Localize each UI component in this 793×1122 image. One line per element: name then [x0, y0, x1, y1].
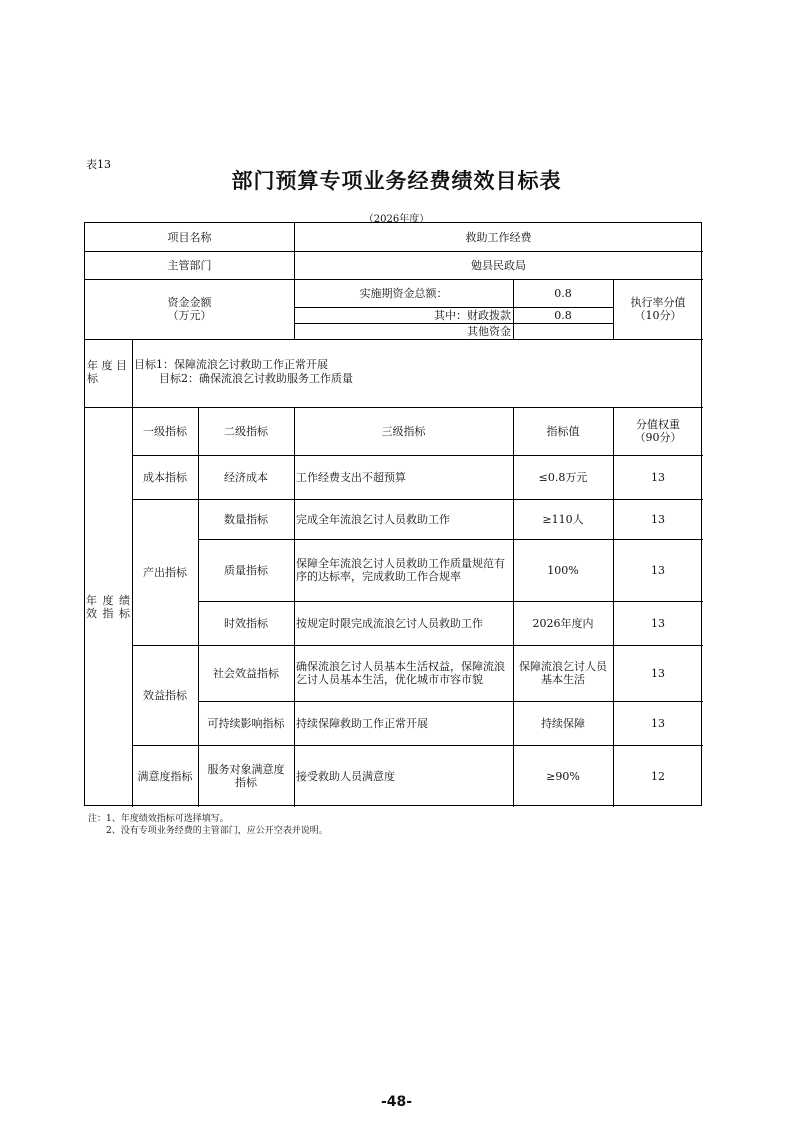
row-level2: 质量指标	[224, 563, 268, 577]
row-value: ≥90%	[546, 769, 580, 783]
row-level2: 时效指标	[224, 616, 268, 630]
group-satisfaction: 满意度指标	[137, 769, 193, 783]
col-level2: 二级指标	[224, 424, 268, 438]
performance-table	[84, 222, 702, 806]
dept-label: 主管部门	[167, 258, 212, 272]
total-funds-label: 实施期资金总额：	[359, 286, 448, 300]
row-level3: 保障全年流浪乞讨人员救助工作质量规范有序的达标率，完成救助工作合规率	[296, 557, 505, 583]
funds-label: 资金金额 （万元）	[167, 296, 212, 322]
row-level2: 服务对象满意度指标	[207, 763, 285, 789]
col-weight: 分值权重 （90分）	[634, 418, 682, 444]
row-weight: 13	[651, 716, 665, 730]
group-cost: 成本指标	[143, 470, 187, 484]
row-level3: 按规定时限完成流浪乞讨人员救助工作	[296, 616, 483, 630]
col-level1: 一级指标	[143, 424, 187, 438]
goal-2: 目标2：确保流浪乞讨救助服务工作质量	[159, 371, 353, 385]
row-weight: 13	[651, 470, 665, 484]
row-level3: 持续保障救助工作正常开展	[296, 716, 428, 730]
table-notes	[88, 813, 328, 837]
row-weight: 13	[651, 666, 665, 680]
indicators-section-label: 年 度 绩 效 指 标	[86, 594, 131, 620]
annual-goals-label: 年 度 目 标	[87, 359, 127, 385]
group-benefit: 效益指标	[143, 688, 187, 702]
group-output: 产出指标	[143, 565, 187, 579]
row-value: 100%	[547, 563, 579, 577]
col-value: 指标值	[546, 424, 580, 438]
row-weight: 13	[651, 563, 665, 577]
row-value: 持续保障	[541, 716, 585, 730]
project-name-label: 项目名称	[167, 230, 212, 244]
row-level2: 可持续影响指标	[207, 716, 285, 730]
row-value: 2026年度内	[532, 616, 594, 630]
row-level2: 数量指标	[224, 512, 268, 526]
row-level3: 工作经费支出不超预算	[296, 470, 406, 484]
note-1: 注：1、年度绩效指标可选择填写。	[88, 814, 229, 824]
page-title: 部门预算专项业务经费绩效目标表	[231, 169, 562, 193]
row-level2: 社会效益指标	[213, 666, 279, 680]
row-level3: 接受救助人员满意度	[296, 769, 395, 783]
row-weight: 13	[651, 512, 665, 526]
row-level2: 经济成本	[224, 470, 268, 484]
total-funds-value: 0.8	[554, 286, 572, 300]
row-value: 保障流浪乞讨人员基本生活	[519, 660, 607, 686]
table-number: 表13	[86, 158, 111, 171]
row-value: ≤0.8万元	[538, 470, 588, 484]
note-2: 2、没有专项业务经费的主管部门，应公开空表并说明。	[106, 826, 328, 836]
row-value: ≥110人	[542, 512, 584, 526]
fiscal-year: （2026年度）	[363, 214, 430, 225]
row-level3: 完成全年流浪乞讨人员救助工作	[296, 512, 450, 526]
goal-1: 目标1：保障流浪乞讨救助工作正常开展	[134, 357, 328, 371]
row-weight: 12	[651, 769, 665, 783]
page-number: -48-	[380, 1094, 413, 1110]
other-funds-label: 其他资金	[467, 324, 511, 338]
execution-rate-label: 执行率分值 （10分）	[630, 296, 686, 322]
other-funds-value	[513, 323, 613, 339]
dept-value: 勉县民政局	[471, 258, 526, 272]
project-name-value: 救助工作经费	[465, 230, 532, 244]
row-weight: 13	[651, 616, 665, 630]
col-level3: 三级指标	[381, 424, 426, 438]
fiscal-funds-label: 其中：财政拨款	[434, 308, 511, 322]
row-level3: 确保流浪乞讨人员基本生活权益，保障流浪乞讨人员基本生活，优化城市市容市貌	[296, 660, 505, 686]
fiscal-funds-value: 0.8	[554, 308, 572, 322]
